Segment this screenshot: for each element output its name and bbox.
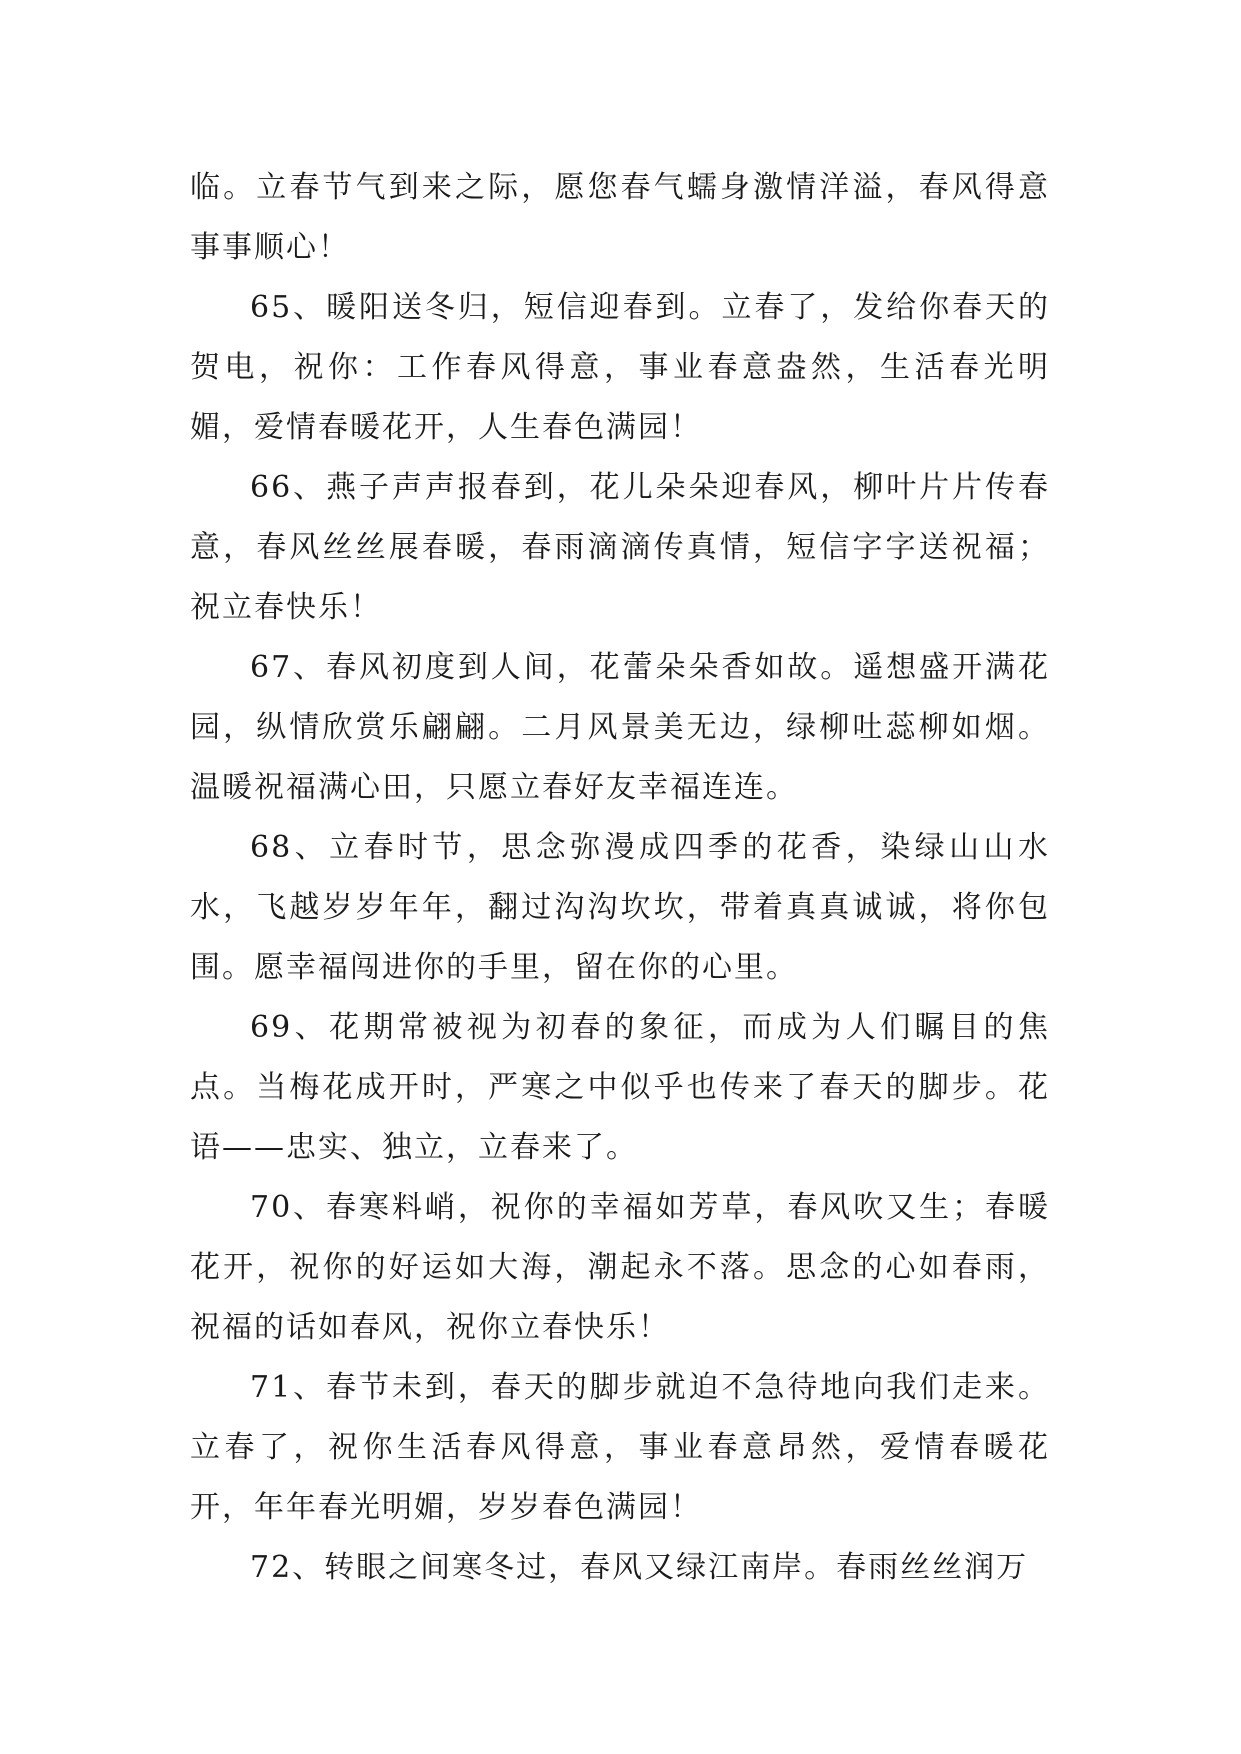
- paragraph-67: 67、春风初度到人间，花蕾朵朵香如故。遥想盛开满花园，纵情欣赏乐翩翩。二月风景美无边，绿柳吐蕊柳如烟。温暖祝福满心田，只愿立春好友幸福连连。: [190, 650, 1050, 805]
- paragraph-continuation: 临。立春节气到来之际，愿您春气蠕身激情洋溢，春风得意事事顺心！: [190, 170, 1050, 265]
- document-body: [190, 158, 1050, 1598]
- paragraph-70: 70、春寒料峭，祝你的幸福如芳草，春风吹又生；春暖花开，祝你的好运如大海，潮起永不落。思念的心如春雨，祝福的话如春风，祝你立春快乐！: [190, 1190, 1050, 1345]
- paragraph-65: 65、暖阳送冬归，短信迎春到。立春了，发给你春天的贺电，祝你：工作春风得意，事业春意盎然，生活春光明媚，爱情春暖花开，人生春色满园！: [190, 290, 1050, 445]
- paragraph-69: 69、花期常被视为初春的象征，而成为人们瞩目的焦点。当梅花成开时，严寒之中似乎也传来了春天的脚步。花语——忠实、独立，立春来了。: [190, 1010, 1050, 1165]
- paragraph-68: 68、立春时节，思念弥漫成四季的花香，染绿山山水水，飞越岁岁年年，翻过沟沟坎坎，带着真真诚诚，将你包围。愿幸福闯进你的手里，留在你的心里。: [190, 830, 1050, 985]
- paragraph-72: 72、转眼之间寒冬过，春风又绿江南岸。春雨丝丝润万: [250, 1550, 1029, 1585]
- paragraph-66: 66、燕子声声报春到，花儿朵朵迎春风，柳叶片片传春意，春风丝丝展春暖，春雨滴滴传真情，短信字字送祝福；祝立春快乐！: [190, 470, 1050, 625]
- paragraph-71: 71、春节未到，春天的脚步就迫不急待地向我们走来。立春了，祝你生活春风得意，事业春意昂然，爱情春暖花开，年年春光明媚，岁岁春色满园！: [190, 1370, 1050, 1525]
